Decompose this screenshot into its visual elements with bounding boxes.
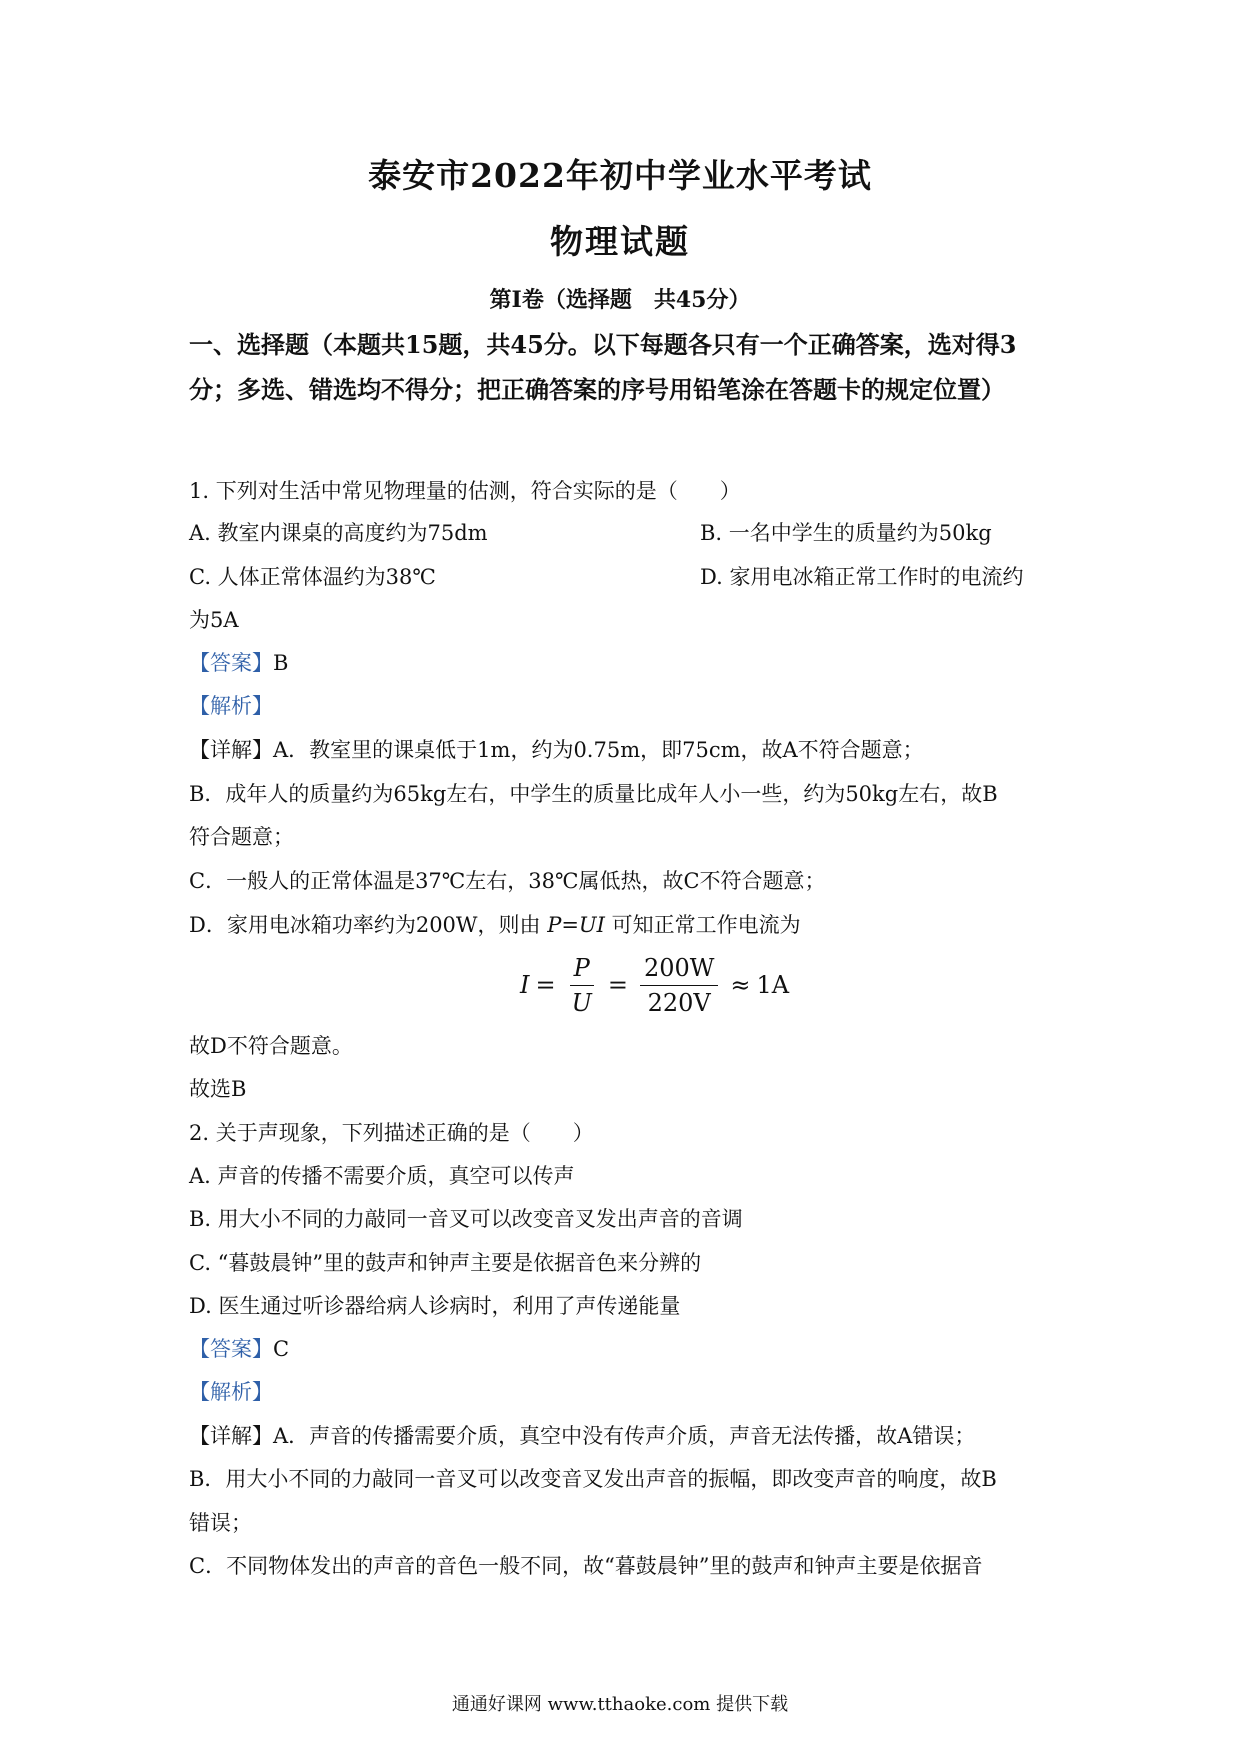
q2-option-a: A. 声音的传播不需要介质，真空可以传声: [189, 1164, 575, 1188]
exam-title: 泰安市2022年初中学业水平考试: [368, 156, 872, 195]
q1-option-d: D. 家用电冰箱正常工作时的电流约: [700, 565, 1024, 589]
formula-result: 1A: [756, 971, 790, 999]
fraction-numerator: 200W: [640, 951, 718, 986]
q1-option-d-continued: 为5A: [189, 608, 239, 632]
fraction-denominator: 220V: [647, 988, 711, 1017]
q1-detail-b-continued: 符合题意；: [189, 825, 294, 849]
power-formula: P=UI: [547, 913, 605, 937]
fraction-values: [640, 951, 718, 1020]
detail-tag: 【详解】: [189, 1424, 273, 1448]
q2-analysis-tag: 【解析】: [189, 1380, 273, 1404]
q1-conclusion: 故D不符合题意。: [189, 1034, 353, 1058]
section-heading: 一、选择题（本题共15题，共45分。以下每题各只有一个正确答案，选对得3分；多选、错选均不得分；把正确答案的序号用铅笔涂在答题卡的规定位置）: [189, 330, 1017, 404]
q1-option-a: A. 教室内课桌的高度约为75dm: [189, 521, 488, 545]
q1-answer: [189, 648, 1051, 678]
q2-answer: [189, 1334, 1051, 1364]
subject-title: 物理试题: [550, 222, 690, 261]
answer-tag: 【答案】: [189, 651, 273, 675]
answer-value: B: [273, 651, 289, 675]
q2-detail-b: B．用大小不同的力敲同一音叉可以改变音叉发出声音的振幅，即改变声音的响度，故B: [189, 1467, 997, 1491]
current-formula: [520, 950, 789, 1020]
download-footer: 通通好课网 www.tthaoke.com 提供下载: [451, 1694, 789, 1715]
q2-detail-a: [189, 1421, 1051, 1451]
q1-choice: 故选B: [189, 1077, 247, 1101]
q1-analysis-tag: 【解析】: [189, 694, 273, 718]
q1-option-b: B. 一名中学生的质量约为50kg: [700, 521, 992, 545]
q1-detail-c: C．一般人的正常体温是37℃左右，38℃属低热，故C不符合题意；: [189, 869, 826, 893]
volume-title: 第Ⅰ卷（选择题 共45分）: [489, 287, 751, 313]
answer-value: C: [273, 1337, 290, 1361]
q2-stem: 2. 关于声现象，下列描述正确的是（ ）: [189, 1121, 594, 1145]
detail-d-post: 可知正常工作电流为: [611, 913, 801, 937]
q1-option-c: C. 人体正常体温约为38℃: [189, 565, 436, 589]
detail-text: A．声音的传播需要介质，真空中没有传声介质，声音无法传播，故A错误；: [273, 1424, 976, 1448]
q2-option-d: D. 医生通过听诊器给病人诊病时，利用了声传递能量: [189, 1294, 681, 1318]
formula-equals: =: [607, 971, 628, 999]
q1-detail-a: [189, 735, 1051, 765]
formula-approx: ≈: [730, 971, 751, 999]
q1-stem: 1. 下列对生活中常见物理量的估测，符合实际的是（ ）: [189, 479, 741, 503]
fraction-numerator: P: [570, 951, 594, 986]
q1-detail-d: [189, 910, 1051, 940]
q2-detail-b-continued: 错误；: [189, 1511, 252, 1535]
answer-tag: 【答案】: [189, 1337, 273, 1361]
q2-option-c: C. “暮鼓晨钟”里的鼓声和钟声主要是依据音色来分辨的: [189, 1251, 702, 1275]
detail-d-pre: D．家用电冰箱功率约为200W，则由: [189, 913, 541, 937]
formula-equals: =: [535, 971, 556, 999]
formula-lhs: I: [520, 971, 530, 999]
detail-tag: 【详解】: [189, 738, 273, 762]
detail-text: A．教室里的课桌低于1m，约为0.75m，即75cm，故A不符合题意；: [273, 738, 924, 762]
fraction-denominator: U: [571, 988, 592, 1017]
q2-detail-c: C．不同物体发出的声音的音色一般不同，故“暮鼓晨钟”里的鼓声和钟声主要是依据音: [189, 1554, 983, 1578]
fraction-p-over-u: [568, 951, 596, 1020]
q1-detail-b: B．成年人的质量约为65kg左右，中学生的质量比成年人小一些，约为50kg左右，故B: [189, 782, 998, 806]
q2-option-b: B. 用大小不同的力敲同一音叉可以改变音叉发出声音的音调: [189, 1207, 743, 1231]
